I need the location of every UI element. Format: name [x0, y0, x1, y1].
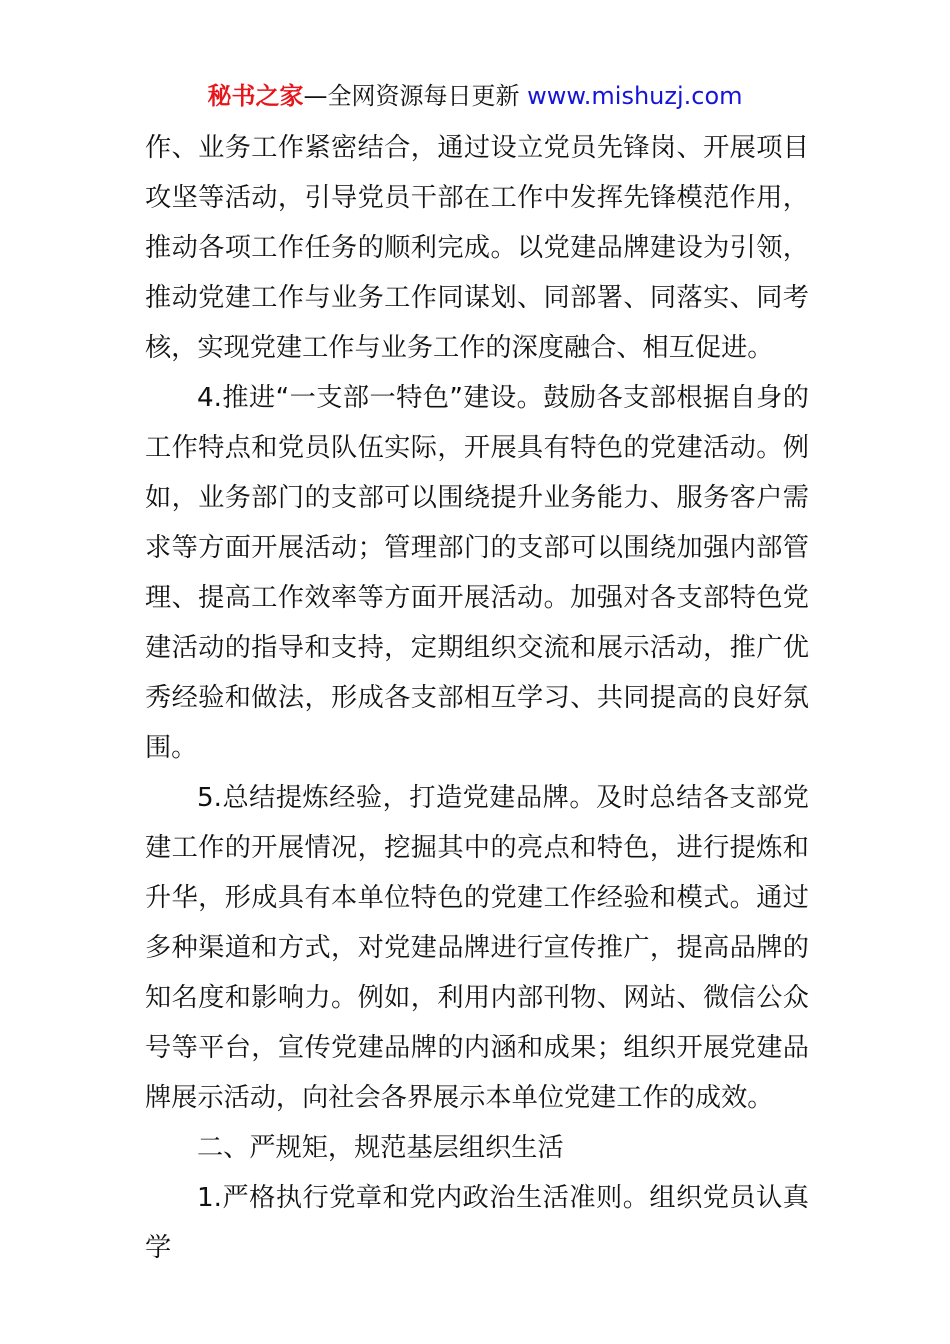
site-header: [0, 80, 950, 112]
section-heading-2: 二、严规矩，规范基层组织生活: [197, 1133, 564, 1162]
document-body: [145, 123, 809, 1273]
site-tagline: —全网资源每日更新: [303, 82, 520, 110]
paragraph-section2-item-1: 1.严格执行党章和党内政治生活准则。组织党员认真学: [145, 1183, 809, 1263]
site-url-link[interactable]: www.mishuzj.com: [527, 82, 743, 110]
paragraph-item-5: 5.总结提炼经验，打造党建品牌。及时总结各支部党建工作的开展情况，挖掘其中的亮点和特色，进行提炼和升华，形成具有本单位特色的党建工作经验和模式。通过多种渠道和方式，对党建品牌进行宣传推广，提高品牌的知名度和影响力。例如，利用内部刊物、网站、微信公众号等平台，宣传党建品牌的内涵和成果；组织开展党建品牌展示活动，向社会各界展示本单位党建工作的成效。: [145, 783, 809, 1113]
paragraph-item-4: 4.推进“一支部一特色”建设。鼓励各支部根据自身的工作特点和党员队伍实际，开展具有特色的党建活动。例如，业务部门的支部可以围绕提升业务能力、服务客户需求等方面开展活动；管理部门的支部可以围绕加强内部管理、提高工作效率等方面开展活动。加强对各支部特色党建活动的指导和支持，定期组织交流和展示活动，推广优秀经验和做法，形成各支部相互学习、共同提高的良好氛围。: [145, 383, 809, 763]
paragraph-continuation: 作、业务工作紧密结合，通过设立党员先锋岗、开展项目攻坚等活动，引导党员干部在工作中发挥先锋模范作用，推动各项工作任务的顺利完成。以党建品牌建设为引领，推动党建工作与业务工作同谋划、同部署、同落实、同考核，实现党建工作与业务工作的深度融合、相互促进。: [145, 133, 809, 363]
site-brand: 秘书之家: [207, 82, 304, 110]
